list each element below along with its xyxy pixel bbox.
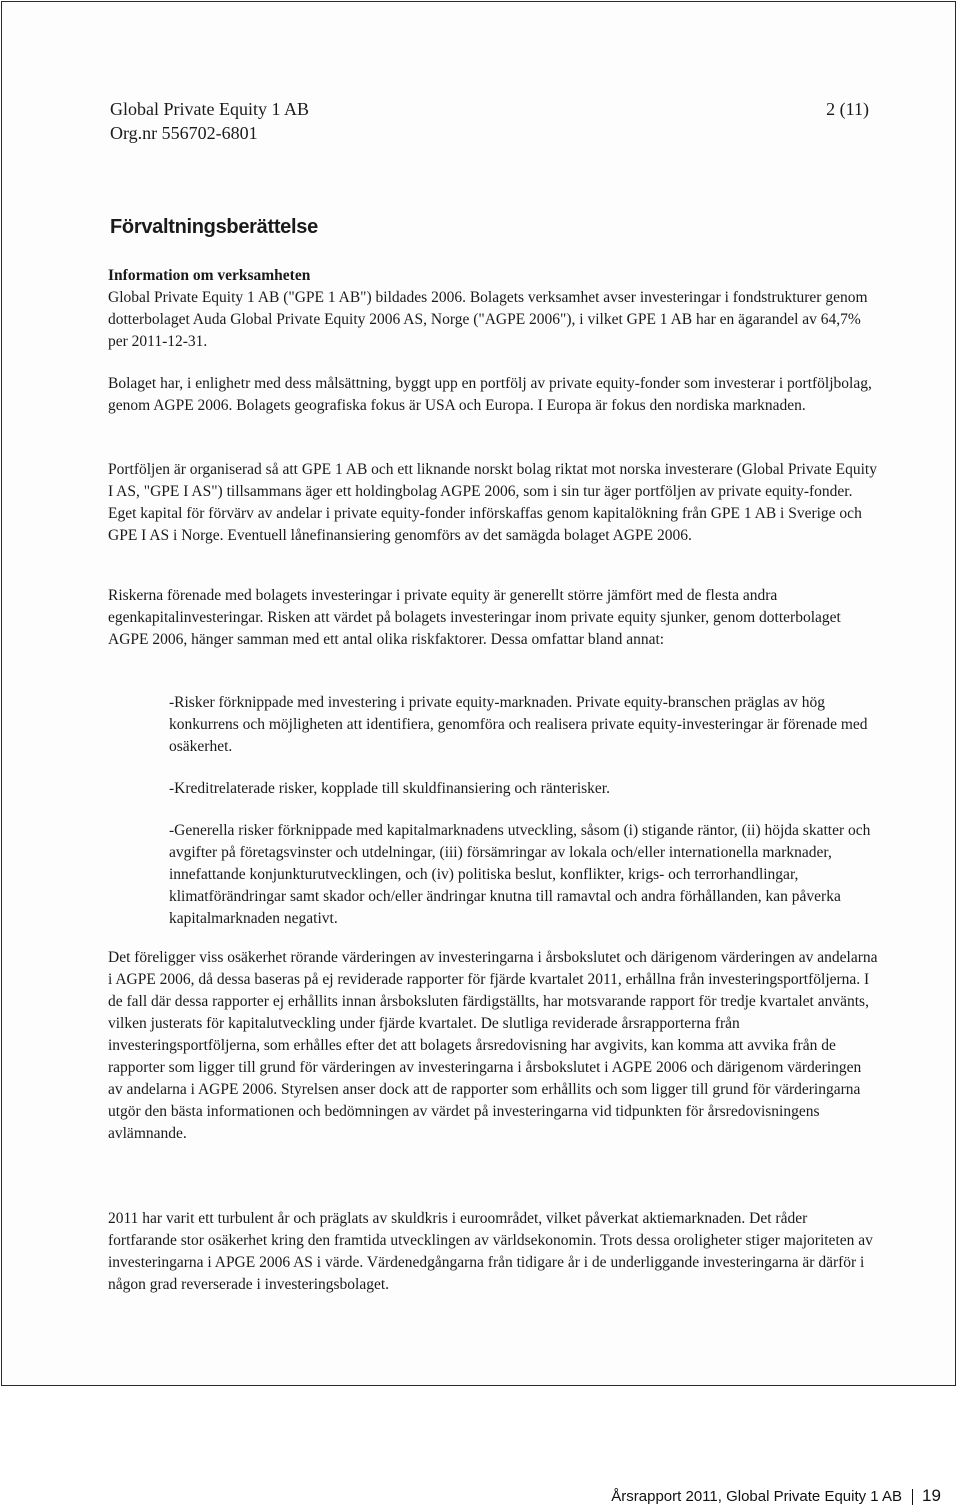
footer-report-title: Årsrapport 2011, Global Private Equity 1 AB: [611, 1488, 902, 1505]
page-footer: [0, 1486, 960, 1510]
page-title: Förvaltningsberättelse: [110, 216, 318, 238]
document-header: [110, 97, 309, 145]
paragraph-valuation: Det föreligger viss osäkerhet rörande värderingen av investeringarna i årsbokslutet och därigenom värderingen av andelarna i AGPE 2006, då dessa baseras på ej reviderade rapporter för fjärde kvartalet 2011, erhållna från investeringsportföljerna. I de fall där dessa rapporter ej erhållits innan årsboksluten färdigställts, har motsvarande rapport för tredje kvartalet använts, vilken justerats för kapitalutveckling under fjärde kvartalet. De slutliga reviderade årsrapporterna från investeringsportföljerna, som erhålles efter det att bolagets årsredovisning har avgivits, kan komma att avvika från de rapporter som ligger till grund för värderingen av investeringarna i årsbokslutet i AGPE 2006 och därigenom värderingen av andelarna i AGPE 2006. Styrelsen anser dock att de rapporter som erhållits och som ligger till grund för värderingarna utgör den bästa informationen och bedömningen av värdet på investeringarna vid tidpunkten för årsredovisningens avlämnande.: [108, 949, 878, 1142]
scanned-page: [1, 1, 956, 1386]
risk-item-market: -Risker förknippade med investering i private equity-marknaden. Private equity-branschen präglas av hög konkurrens och möjligheten att identifiera, genomföra och realisera private equity-investeringar är förenade med osäkerhet.: [169, 694, 868, 755]
risk-item-general: -Generella risker förknippade med kapitalmarknadens utveckling, såsom (i) stigande räntor, (ii) höjda skatter och avgifter på företagsvinster och utdelningar, (iii) försämringar av lokala och/eller internationella marknader, innefattande konjunkturutvecklingen, och (iv) politiska beslut, konflikter, krigs- och terrorhandlingar, klimatförändringar samt skador och/eller ändringar knutna till ramavtal och andra förhållanden, kan påverka kapitalmarknaden negativt.: [169, 822, 871, 927]
page-indicator: 2 (11): [826, 99, 869, 119]
risk-item-credit: -Kreditrelaterade risker, kopplade till skuldfinansiering och ränterisker.: [169, 780, 610, 797]
footer-page-number: 19: [922, 1486, 941, 1505]
section-heading: Information om verksamheten: [108, 267, 311, 284]
paragraph-organisation: Portföljen är organiserad så att GPE 1 AB och ett liknande norskt bolag riktat mot norska investerare (Global Private Equity I AS, "GPE I AS") tillsammans äger ett holdingbolag AGPE 2006, som i sin tur äger portföljen av private equity-fonder. Eget kapital för förvärv av andelar i private equity-fonder införskaffas genom kapitalökning från GPE 1 AB i Sverige och GPE I AS i Norge. Eventuell lånefinansiering genomförs av det samägda bolaget AGPE 2006.: [108, 461, 877, 544]
org-number: Org.nr 556702-6801: [110, 123, 258, 143]
company-name: Global Private Equity 1 AB: [110, 99, 309, 119]
paragraph-outlook: 2011 har varit ett turbulent år och präglats av skuldkris i euroområdet, vilket påverkat aktiemarknaden. Det råder fortfarande stor osäkerhet kring den framtida utvecklingen av världsekonomin. Trots dessa oroligheter stiger majoriteten av investeringarna i APGE 2006 AS i värde. Värdenedgångarna från tidigare år i de underliggande investeringarna är därför i någon grad reverserade i investeringsbolaget.: [108, 1210, 873, 1293]
paragraph-portfolio: Bolaget har, i enlighetr med dess målsättning, byggt upp en portfölj av private equity-fonder som investerar i portföljbolag, genom AGPE 2006. Bolagets geografiska fokus är USA och Europa. I Europa är fokus den nordiska marknaden.: [108, 375, 872, 414]
paragraph-intro: Global Private Equity 1 AB ("GPE 1 AB") bildades 2006. Bolagets verksamhet avser investeringar i fondstrukturer genom dotterbolaget Auda Global Private Equity 2006 AS, Norge ("AGPE 2006"), i vilket GPE 1 AB har en ägarandel av 64,7% per 2011-12-31.: [108, 289, 868, 350]
footer-divider: [912, 1489, 913, 1505]
paragraph-risks-intro: Riskerna förenade med bolagets investeringar i private equity är generellt större jämfört med de flesta andra egenkapitalinvesteringar. Risken att värdet på bolagets investeringar inom private equity sjunker, genom dotterbolaget AGPE 2006, hänger samman med ett antal olika riskfaktorer. Dessa omfattar bland annat:: [108, 587, 841, 648]
